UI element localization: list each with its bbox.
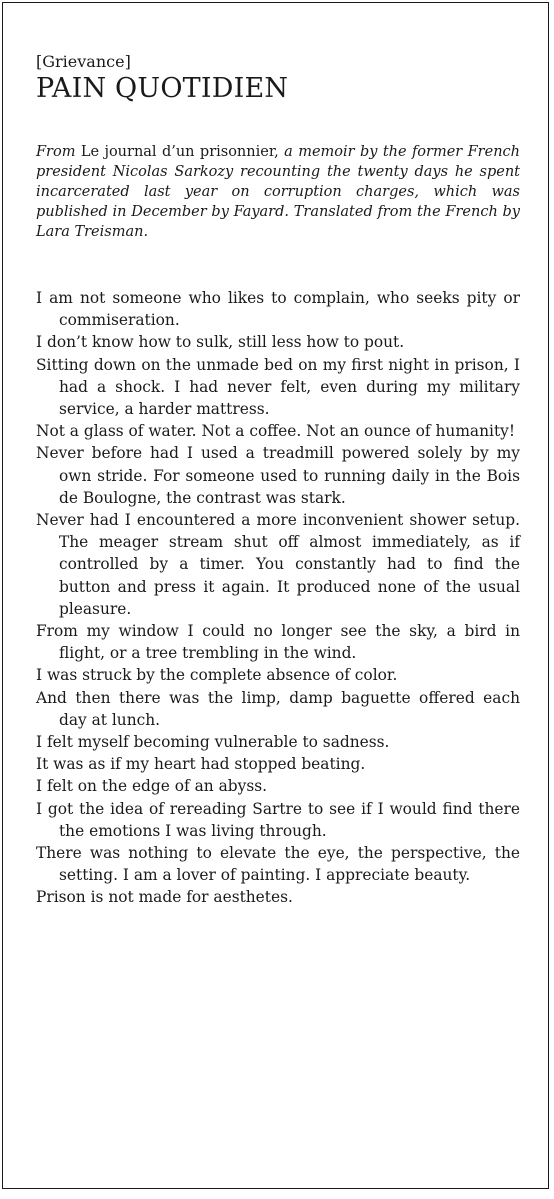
body-paragraph: It was as if my heart had stopped beating.: [36, 755, 366, 774]
body-paragraph: I was struck by the complete absence of color.: [36, 666, 398, 685]
body-paragraph: Not a glass of water. Not a coffee. Not an ounce of humanity!: [36, 422, 516, 441]
article-headline: PAIN QUOTIDIEN: [36, 73, 289, 104]
body-paragraph: I felt myself becoming vulnerable to sadness.: [36, 733, 390, 752]
body-paragraph: There was nothing to elevate the eye, the perspective, the setting. I am a lover of painting. I appreciate beauty.: [36, 844, 520, 885]
intro-prefix: From: [36, 144, 81, 160]
body-paragraph: And then there was the limp, damp baguette offered each day at lunch.: [36, 688, 520, 729]
body-paragraph: I am not someone who likes to complain, who seeks pity or commiseration.: [36, 289, 520, 330]
body-paragraph: Never had I encountered a more inconvenient shower setup. The meager stream shut off almost immediately, as if controlled by a timer. You constantly had to find the button and press it again. It produced none of the usual pleasure.: [36, 511, 520, 618]
body-paragraph: Never before had I used a treadmill powered solely by my own stride. For someone used to running daily in the Bois de Boulogne, the contrast was stark.: [36, 444, 520, 507]
article-body: [36, 287, 520, 909]
body-paragraph: I don’t know how to sulk, still less how to pout.: [36, 333, 405, 352]
body-paragraph: Sitting down on the unmade bed on my first night in prison, I had a shock. I had never felt, even during my military service, a harder mattress.: [36, 355, 520, 419]
body-paragraph: I felt on the edge of an abyss.: [36, 777, 268, 796]
intro-rest: a memoir by the former French president Nicolas Sarkozy recounting the twenty days he spent incarcerated last year on corruption charges, which was published in December by Fayard. Translated from the French by Lara Treisman.: [36, 144, 520, 240]
intro-book-title: Le journal d’un prisonnier,: [80, 144, 279, 160]
body-paragraph: I got the idea of rereading Sartre to see if I would find there the emotions I was living through.: [36, 799, 520, 840]
article-intro: [36, 142, 520, 242]
section-kicker: [Grievance]: [36, 52, 131, 71]
body-paragraph: Prison is not made for aesthetes.: [36, 888, 293, 907]
article: [36, 52, 520, 909]
body-paragraph: From my window I could no longer see the sky, a bird in flight, or a tree trembling in the wind.: [36, 622, 520, 663]
